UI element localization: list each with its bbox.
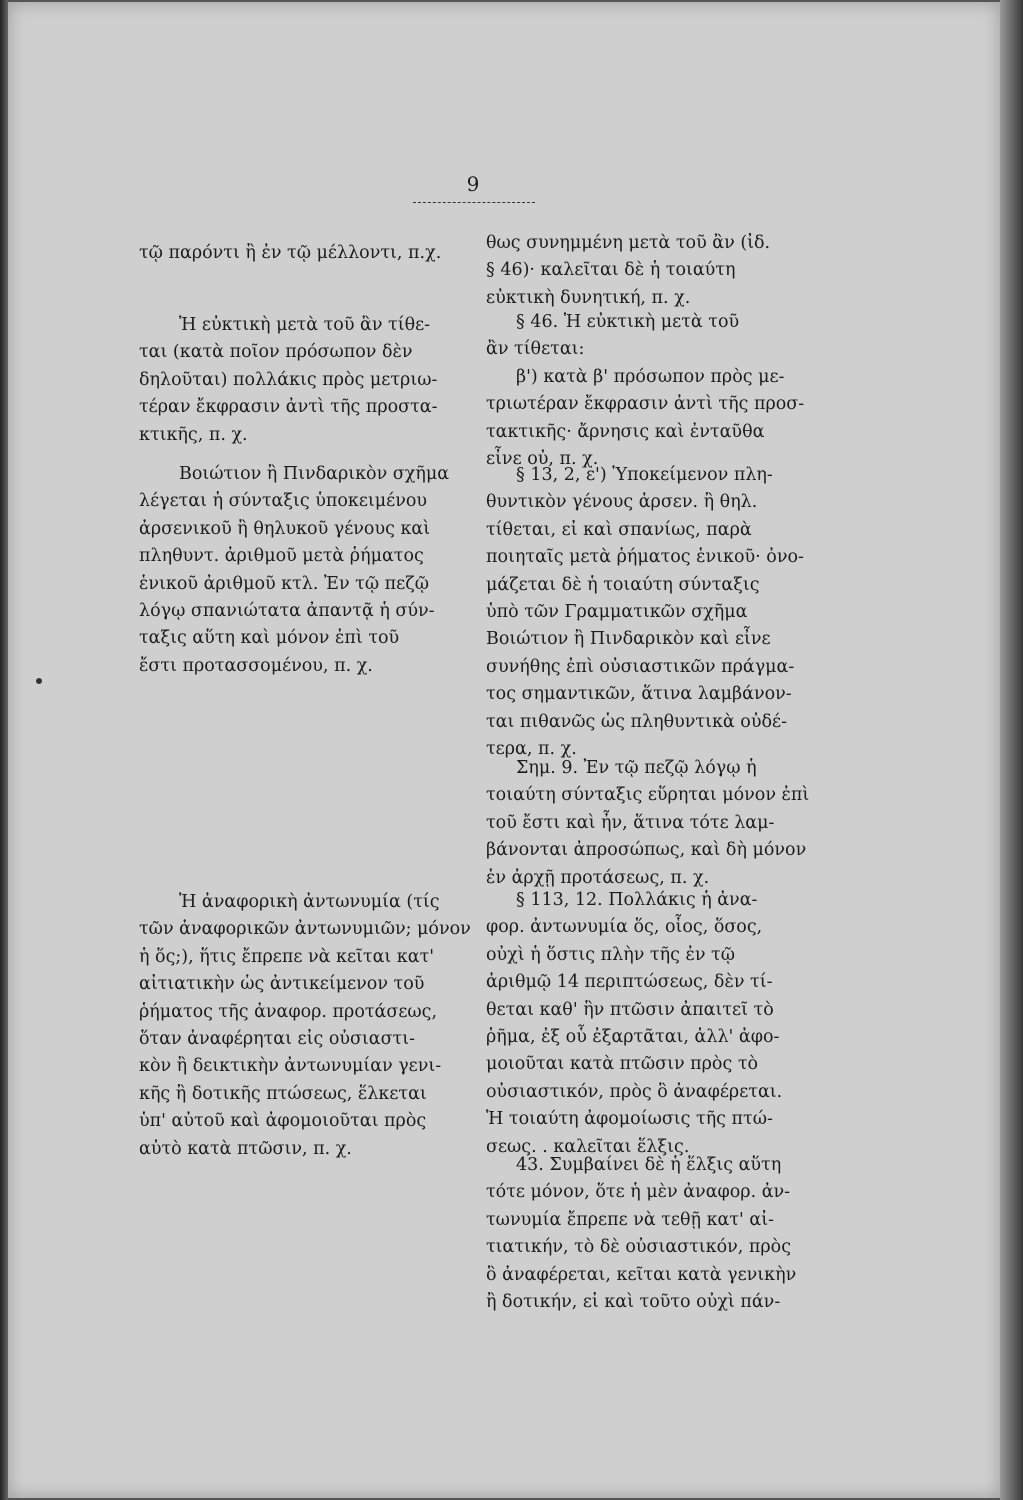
text-line: ται (κατὰ ποῖον πρόσωπον δὲν	[139, 342, 413, 363]
paragraph-relative-pronoun	[139, 889, 471, 1163]
text-line: εὐκτικὴ δυνητική, π. χ.	[486, 287, 691, 308]
text-line: θως συνημμένη μετὰ τοῦ ἂν (ἰδ.	[486, 233, 771, 253]
paragraph-optative	[139, 312, 438, 449]
text-line: οὐσιαστικόν, πρὸς ὃ ἀναφέρεται.	[486, 1081, 783, 1102]
text-line: εἶνε οὐ, π. χ.	[486, 449, 599, 470]
text-line: ῥῆμα, ἐξ οὗ ἐξαρτᾶται, ἀλλ' ἀφο-	[486, 1027, 780, 1048]
text-line: Ἡ τοιαύτη ἀφομοίωσις τῆς πτώ-	[486, 1109, 773, 1130]
text-line: κῆς ἢ δοτικῆς πτώσεως, ἕλκεται	[139, 1083, 427, 1104]
text-line: τίθεται, εἰ καὶ σπανίως, παρὰ	[486, 519, 752, 540]
text-line: τοῦ ἔστι καὶ ἦν, ἅτινα τότε λαμ-	[486, 812, 775, 833]
text-line: κὸν ἢ δεικτικὴν ἀντωνυμίαν γενι-	[139, 1056, 442, 1077]
text-line: § 13, 2, ε') Ὑποκείμενον πλη-	[516, 465, 773, 485]
text-line: ἂν τίθεται:	[486, 339, 585, 360]
text-line: πληθυντ. ἀριθμοῦ μετὰ ῥήματος	[139, 546, 424, 567]
text-line: τοιαύτη σύνταξις εὕρηται μόνον ἐπὶ	[486, 785, 810, 806]
text-line: ται πιθανῶς ὡς πληθυντικὰ οὐδέ-	[486, 711, 787, 732]
text-line: μάζεται δὲ ἡ τοιαύτη σύνταξις	[486, 574, 760, 595]
text-line: θεται καθ' ἣν πτῶσιν ἀπαιτεῖ τὸ	[486, 999, 774, 1020]
text-line: τωνυμία ἔπρεπε νὰ τεθῇ κατ' αἰ-	[486, 1209, 774, 1230]
left-line-top	[139, 240, 441, 267]
text-line: § 46. Ἡ εὐκτικὴ μετὰ τοῦ	[516, 312, 740, 332]
header-rule	[413, 202, 535, 203]
text-line: τότε μόνον, ὅτε ἡ μὲν ἀναφορ. ἀν-	[486, 1182, 791, 1203]
text-line: Ἡ εὐκτικὴ μετὰ τοῦ ἂν τίθε-	[179, 315, 431, 335]
text-line: ῥήματος τῆς ἀναφορ. προτάσεως,	[139, 1001, 438, 1022]
text-line: τος σημαντικῶν, ἅτινα λαμβάνον-	[486, 684, 792, 705]
text-line: ἀριθμῷ 14 περιπτώσεως, δὲν τί-	[486, 972, 773, 993]
text-line: μοιοῦται κατὰ πτῶσιν πρὸς τὸ	[486, 1054, 759, 1075]
text-line: σεως. . καλεῖται ἕλξις.	[486, 1136, 690, 1157]
paragraph-boeotian	[139, 461, 449, 680]
text-line: τέραν ἔκφρασιν ἀντὶ τῆς προστα-	[139, 397, 438, 418]
text-line: § 113, 12. Πολλάκις ἡ ἀνα-	[516, 890, 758, 910]
text-line: δηλοῦται) πολλάκις πρὸς μετριω-	[139, 369, 438, 390]
text-line: ὑπ' αὐτοῦ καὶ ἀφομοιοῦται πρὸς	[139, 1111, 427, 1132]
text-line: τερα, π. χ.	[486, 739, 577, 760]
text-line: συνήθης ἐπὶ οὐσιαστικῶν πράγμα-	[486, 656, 795, 677]
text-line: βάνονται ἀπροσώπως, καὶ δὴ μόνον	[486, 840, 807, 861]
text-line: φορ. ἀντωνυμία ὅς, οἷος, ὅσος,	[486, 917, 763, 938]
text-line: 43. Συμβαίνει δὲ ἡ ἕλξις αὕτη	[516, 1155, 782, 1175]
paragraph-note-9	[486, 755, 809, 892]
text-line: θυντικὸν γένους ἀρσεν. ἢ θηλ.	[486, 492, 758, 513]
text-line: κτικῆς, π. χ.	[139, 424, 248, 445]
text-line: ἑνικοῦ ἀριθμοῦ κτλ. Ἐν τῷ πεζῷ	[139, 573, 429, 594]
paragraph-continuation	[486, 230, 770, 312]
text-line: ποιηταῖς μετὰ ῥήματος ἑνικοῦ· ὀνο-	[486, 547, 804, 568]
text-line: β') κατὰ β' πρόσωπον πρὸς με-	[516, 366, 785, 387]
book-page	[8, 2, 1000, 1498]
text-line: ἔστι προτασσομένου, π. χ.	[139, 655, 373, 676]
text-line: λέγεται ἡ σύνταξις ὑποκειμένου	[139, 491, 428, 512]
text-line: τιατικήν, τὸ δὲ οὐσιαστικόν, πρὸς	[486, 1237, 792, 1258]
text-line: ὑπὸ τῶν Γραμματικῶν σχῆμα	[486, 602, 748, 623]
text-line: ἀρσενικοῦ ἢ θηλυκοῦ γένους καὶ	[139, 518, 431, 539]
paragraph-section-46	[486, 309, 804, 473]
paragraph-section-113	[486, 887, 782, 1161]
text-line: ὅταν ἀναφέρηται εἰς οὐσιαστι-	[139, 1029, 416, 1050]
text-line: τῶν ἀναφορικῶν ἀντωνυμιῶν; μόνον	[139, 919, 471, 940]
paragraph-section-13	[486, 462, 804, 763]
text-line: Ἡ ἀναφορικὴ ἀντωνυμία (τίς	[179, 892, 440, 912]
page-number: 9	[466, 172, 480, 196]
paragraph-43	[486, 1152, 796, 1316]
text-line: ταξις αὕτη καὶ μόνον ἐπὶ τοῦ	[139, 628, 400, 649]
text-line: τριωτέραν ἔκφρασιν ἀντὶ τῆς προσ-	[486, 394, 805, 415]
page-edge-shadow	[1000, 0, 1023, 1500]
text-line: § 46)· καλεῖται δὲ ἡ τοιαύτη	[486, 260, 736, 281]
text-line: ὃ ἀναφέρεται, κεῖται κατὰ γενικὴν	[486, 1264, 797, 1285]
text-line: ἢ δοτικήν, εἰ καὶ τοῦτο οὐχὶ πάν-	[486, 1292, 781, 1313]
text-line: αὐτὸ κατὰ πτῶσιν, π. χ.	[139, 1138, 352, 1159]
book-gutter-shadow	[0, 0, 8, 1500]
text-line: λόγῳ σπανιώτατα ἀπαντᾷ ἡ σύν-	[139, 601, 435, 622]
text-line: Σημ. 9. Ἐν τῷ πεζῷ λόγῳ ἡ	[516, 758, 757, 778]
text-line: Βοιώτιον ἢ Πινδαρικὸν σχῆμα	[179, 464, 450, 484]
text-line: ἐν ἀρχῇ προτάσεως, π. χ.	[486, 867, 710, 888]
text-line: τῷ παρόντι ἢ ἐν τῷ μέλλοντι, π.χ.	[139, 243, 442, 263]
text-line: τακτικῆς· ἄρνησις καὶ ἐνταῦθα	[486, 421, 765, 442]
text-line: Βοιώτιον ἢ Πινδαρικὸν καὶ εἶνε	[486, 629, 771, 650]
ink-spot	[36, 678, 42, 684]
text-line: ἡ ὅς;), ἥτις ἔπρεπε νὰ κεῖται κατ'	[139, 946, 435, 967]
text-line: αἰτιατικὴν ὡς ἀντικείμενον τοῦ	[139, 974, 425, 995]
text-line: οὐχὶ ἡ ὅστις πλὴν τῆς ἐν τῷ	[486, 944, 735, 965]
